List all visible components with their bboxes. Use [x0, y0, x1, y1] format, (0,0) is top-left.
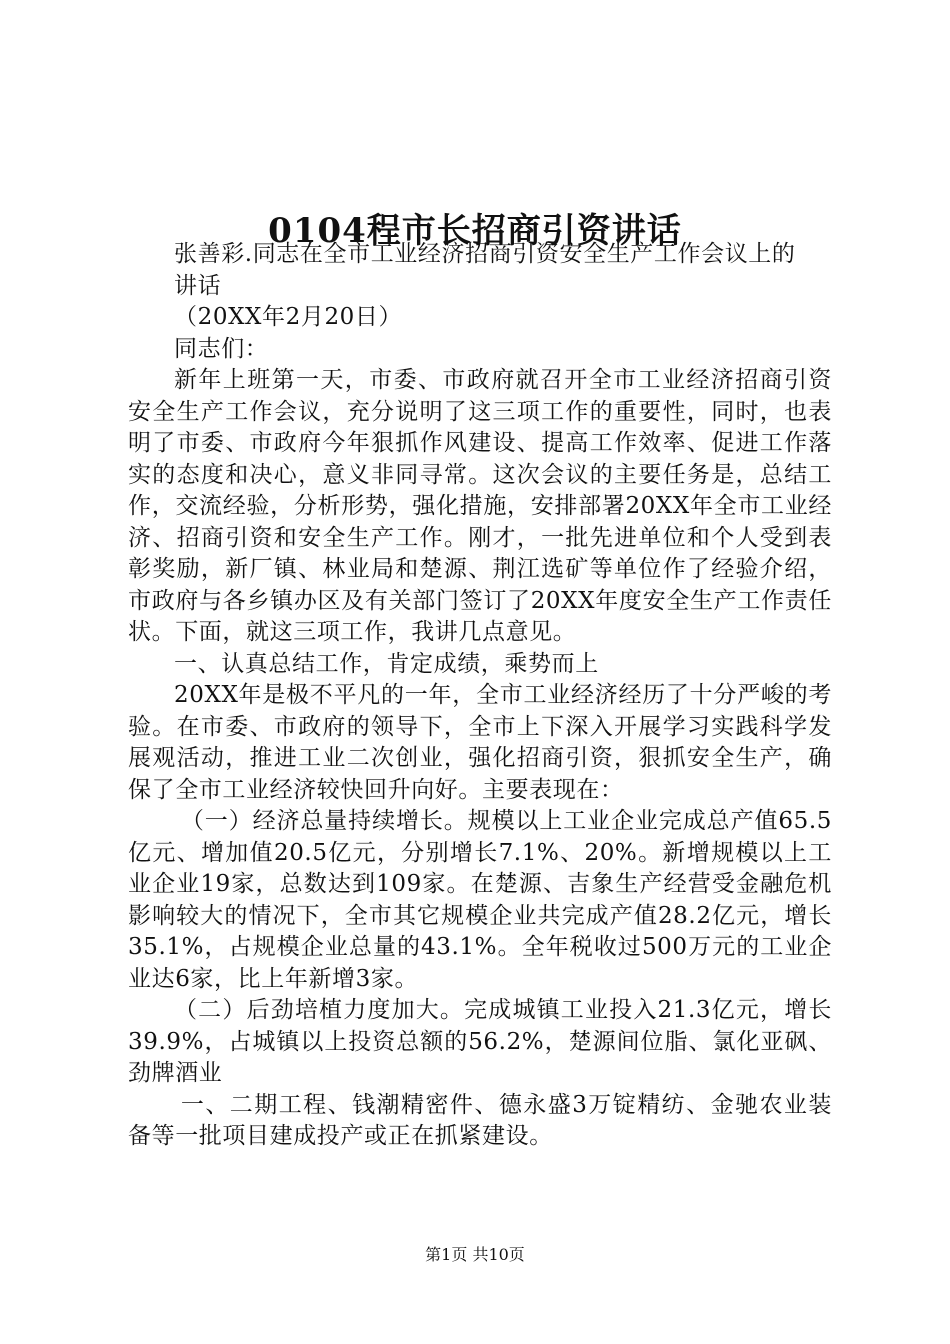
document-title: 0104程市长招商引资讲话	[268, 210, 682, 251]
paragraph: 一、二期工程、钱潮精密件、德永盛3万锭精纺、金驰农业装备等一批项目建成投产或正在抓紧建设。	[128, 1091, 832, 1149]
paragraph: （二）后劲培植力度加大。完成城镇工业投入21.3亿元，增长39.9%，占城镇以上投资总额的56.2%，楚源间位脂、氯化亚砜、劲牌酒业	[128, 997, 832, 1086]
document-body	[128, 239, 832, 1153]
paragraph: （20XX年2月20日）	[174, 304, 403, 330]
paragraph: 张善彩.同志在全市工业经济招商引资安全生产工作会议上的	[174, 241, 796, 267]
paragraph: 20XX年是极不平凡的一年，全市工业经济经历了十分严峻的考验。在市委、市政府的领导下，全市上下深入开展学习实践科学发展观活动，推进工业二次创业，强化招商引资，狠抓安全生产，确保了全市工业经济较快回升向好。主要表现在：	[128, 682, 832, 803]
section-heading: 一、认真总结工作，肯定成绩，乘势而上	[174, 650, 599, 677]
paragraph: 新年上班第一天，市委、市政府就召开全市工业经济招商引资安全生产工作会议，充分说明了这三项工作的重要性，同时，也表明了市委、市政府今年狠抓作风建设、提高工作效率、促进工作落实的态度和决心，意义非同寻常。这次会议的主要任务是，总结工作，交流经验，分析形势，强化措施，安排部署20XX年全市工业经济、招商引资和安全生产工作。刚才，一批先进单位和个人受到表彰奖励，新厂镇、林业局和楚源、荆江选矿等单位作了经验介绍，市政府与各乡镇办区及有关部门签订了20XX年度安全生产工作责任状。下面，就这三项工作，我讲几点意见。	[128, 367, 832, 645]
paragraph: 同志们：	[174, 335, 269, 362]
paragraph: （一）经济总量持续增长。规模以上工业企业完成总产值65.5亿元、增加值20.5亿元，分别增长7.1%、20%。新增规模以上工业企业19家，总数达到109家。在楚源、吉象生产经营受金融危机影响较大的情况下，全市其它规模企业共完成产值28.2亿元，增长35.1%，占规模企业总量的43.1%。全年税收过500万元的工业企业达6家，比上年新增3家。	[128, 808, 832, 992]
paragraph: 讲话	[174, 272, 222, 299]
page-number: 第1页 共10页	[425, 1245, 525, 1264]
